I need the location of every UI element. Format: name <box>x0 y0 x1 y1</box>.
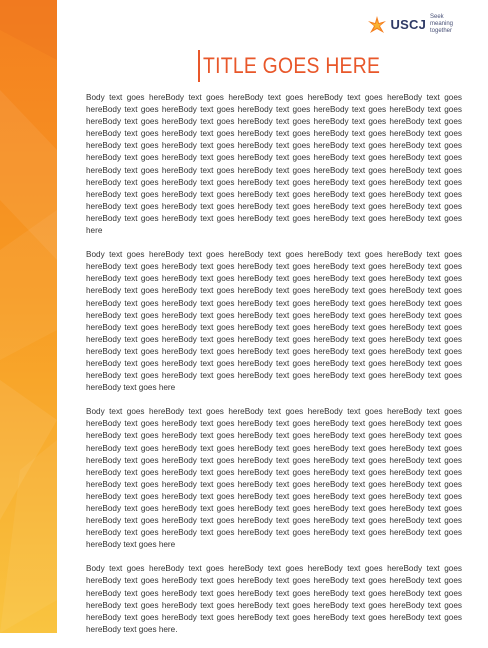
body-content <box>86 92 462 648</box>
logo-tagline: Seek meaning together <box>430 14 454 34</box>
title-block <box>198 50 404 82</box>
body-paragraph-2: Body text goes hereBody text goes hereBody text goes hereBody text goes hereBody text goes hereBody text goes hereBody text goes hereBody text goes hereBody text goes hereBody text goes hereBody text goes hereBody text goes hereBody text goes hereBody text goes hereBody text goes hereBody text goes hereBody text goes hereBody text goes hereBody text goes hereBody text goes hereBody text goes hereBody text goes hereBody text goes hereBody text goes hereBody text goes hereBody text goes hereBody text goes hereBody text goes hereBody text goes hereBody text goes hereBody text goes hereBody text goes hereBody text goes hereBody text goes hereBody text goes hereBody text goes hereBody text goes hereBody text goes hereBody text goes hereBody text goes hereBody text goes hereBody text goes hereBody text goes hereBody text goes hereBody text goes hereBody text goes hereBody text goes hereBody text goes hereBody text goes hereBody text goes hereBody text goes hereBody text goes hereBody text goes hereBody text goes hereBody text goes hereBody text goes here <box>86 250 462 393</box>
sidebar-gradient-art <box>0 0 57 633</box>
logo-wordmark: USCJ <box>390 17 426 32</box>
page-title: TITLE GOES HERE <box>203 53 381 78</box>
body-paragraph-4: Body text goes hereBody text goes hereBody text goes hereBody text goes hereBody text goes hereBody text goes hereBody text goes hereBody text goes hereBody text goes hereBody text goes hereBody text goes hereBody text goes hereBody text goes hereBody text goes hereBody text goes hereBody text goes hereBody text goes hereBody text goes hereBody text goes hereBody text goes hereBody text goes hereBody text goes hereBody text goes hereBody text goes hereBody text goes hereBody text goes here. <box>86 564 462 634</box>
uscj-logo <box>367 14 464 35</box>
body-paragraph-1: Body text goes hereBody text goes hereBody text goes hereBody text goes hereBody text goes hereBody text goes hereBody text goes hereBody text goes hereBody text goes hereBody text goes hereBody text goes hereBody text goes hereBody text goes hereBody text goes hereBody text goes hereBody text goes hereBody text goes hereBody text goes hereBody text goes hereBody text goes hereBody text goes hereBody text goes hereBody text goes hereBody text goes hereBody text goes hereBody text goes hereBody text goes hereBody text goes hereBody text goes hereBody text goes hereBody text goes hereBody text goes hereBody text goes hereBody text goes hereBody text goes hereBody text goes hereBody text goes hereBody text goes hereBody text goes hereBody text goes hereBody text goes hereBody text goes hereBody text goes hereBody text goes hereBody text goes hereBody text goes hereBody text goes hereBody text goes hereBody text goes hereBody text goes hereBody text goes hereBody text goes hereBody text goes hereBody text goes hereBody text goes here <box>86 93 462 236</box>
uscj-star-icon <box>367 15 387 35</box>
title-accent-bar <box>198 50 200 82</box>
decorative-sidebar <box>0 0 57 633</box>
body-paragraph-3: Body text goes hereBody text goes hereBody text goes hereBody text goes hereBody text goes hereBody text goes hereBody text goes hereBody text goes hereBody text goes hereBody text goes hereBody text goes hereBody text goes hereBody text goes hereBody text goes hereBody text goes hereBody text goes hereBody text goes hereBody text goes hereBody text goes hereBody text goes hereBody text goes hereBody text goes hereBody text goes hereBody text goes hereBody text goes hereBody text goes hereBody text goes hereBody text goes hereBody text goes hereBody text goes hereBody text goes hereBody text goes hereBody text goes hereBody text goes hereBody text goes hereBody text goes hereBody text goes hereBody text goes hereBody text goes hereBody text goes hereBody text goes hereBody text goes hereBody text goes hereBody text goes hereBody text goes hereBody text goes hereBody text goes hereBody text goes hereBody text goes hereBody text goes hereBody text goes hereBody text goes hereBody text goes hereBody text goes hereBody text goes hereBody text goes here <box>86 407 462 550</box>
